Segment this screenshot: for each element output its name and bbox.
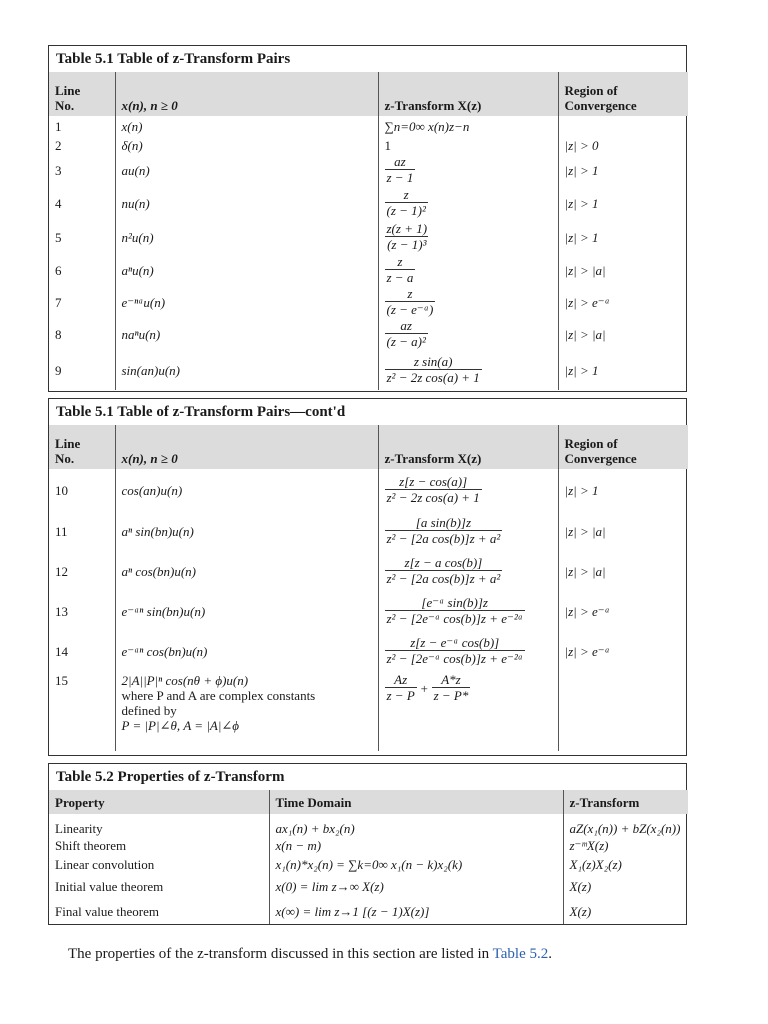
xz-cell: $\frac{\text{z sin(a)}}{\text{z² − 2z cos(a) + 1}}$ <box>378 350 558 390</box>
table-header-row <box>49 72 688 116</box>
property-cell: Linear convolution <box>49 854 269 874</box>
table-row <box>49 671 688 751</box>
table-5-2-link[interactable]: Table 5.2 <box>492 946 549 962</box>
col-header-line: Line No. <box>49 425 115 469</box>
paragraph-end: . <box>548 946 552 962</box>
xn-formula: 2|A||P|ⁿ cos(nθ + ϕ)u(n) <box>121 673 249 688</box>
xn-cell: sin(an)u(n) <box>115 350 378 390</box>
property-cell: Linearity <box>49 814 269 836</box>
line-no: 14 <box>49 631 115 671</box>
line-no: 10 <box>49 469 115 511</box>
roc-cell: |z| > 0 <box>564 137 599 153</box>
xn-note: where P and A are complex constants <box>121 688 316 703</box>
xz-cell: ∑n=0∞ x(n)z−n <box>378 116 558 136</box>
col-header-roc: Region of Convergence <box>558 72 688 116</box>
table-row <box>49 836 688 854</box>
paragraph-text: The properties of the z-transform discussed in this section are listed in <box>68 946 493 962</box>
z-transform-properties-table <box>49 790 688 924</box>
xz-cell: $\frac{z}{\text{(z − 1)²}}$ <box>378 186 558 220</box>
col-header-line: Line No. <box>49 72 115 116</box>
xn-cell: au(n) <box>115 154 378 186</box>
line-no: 8 <box>49 318 115 350</box>
line-no: 6 <box>49 254 115 286</box>
col-header-z-transform: z-Transform <box>563 790 688 814</box>
table-caption: Table 5.1 Table of z-Transform Pairs <box>56 51 291 67</box>
table-caption: Table 5.1 Table of z-Transform Pairs—cont'd <box>56 404 346 420</box>
roc-cell: |z| > 1 <box>564 162 599 178</box>
col-header-xn: x(n), n ≥ 0 <box>115 425 378 469</box>
line-no: 4 <box>49 186 115 220</box>
xz-cell: $\frac{\text{[e⁻ᵃ sin(b)]z}}{\text{z² − [2e⁻ᵃ cos(b)]z + e⁻²ᵃ}}$ <box>378 591 558 631</box>
xn-cell: n²u(n) <box>115 220 378 254</box>
roc-cell: |z| > 1 <box>564 195 599 211</box>
line-no: 13 <box>49 591 115 631</box>
roc-cell: |z| > |a| <box>564 523 606 539</box>
table-header-row <box>49 425 688 469</box>
roc-cell <box>558 671 688 751</box>
roc-cell: |z| > 1 <box>564 229 599 245</box>
xz-cell: $\frac{az}{\text{(z − a)²}}$ <box>378 318 558 350</box>
body-paragraph <box>68 946 552 963</box>
table-row <box>49 350 688 390</box>
time-domain-cell: x₁(n)*x₂(n) = ∑k=0∞ x₁(n − k)x₂(k) <box>269 854 563 874</box>
z-transform-cell: aZ(x₁(n)) + bZ(x₂(n)) <box>569 820 681 836</box>
xn-cell: e⁻ᵃⁿ cos(bn)u(n) <box>115 631 378 671</box>
roc-cell <box>558 116 688 136</box>
line-no: 12 <box>49 551 115 591</box>
line-no: 3 <box>49 154 115 186</box>
table-row <box>49 511 688 551</box>
time-domain-cell: x(0) = lim z→∞ X(z) <box>269 874 563 898</box>
table-row <box>49 551 688 591</box>
roc-cell: |z| > e⁻ᵃ <box>564 294 610 310</box>
table-row <box>49 898 688 924</box>
property-cell: Final value theorem <box>49 898 269 924</box>
roc-cell: |z| > e⁻ᵃ <box>564 643 610 659</box>
roc-cell: |z| > 1 <box>564 362 599 378</box>
xz-cell: $\frac{z}{\text{(z − e⁻ᵃ)}}$ <box>378 286 558 318</box>
table-row <box>49 469 688 511</box>
z-transform-pairs-table <box>49 72 688 390</box>
xn-cell: aⁿ sin(bn)u(n) <box>115 511 378 551</box>
z-transform-cell: X₁(z)X₂(z) <box>569 856 622 872</box>
line-no: 15 <box>49 671 115 751</box>
table-row <box>49 814 688 836</box>
xz-cell: $\frac{z}{z - a}$ <box>378 254 558 286</box>
table-row <box>49 220 688 254</box>
property-cell: Shift theorem <box>49 836 269 854</box>
col-header-time-domain: Time Domain <box>269 790 563 814</box>
table-row <box>49 854 688 874</box>
xn-definition: P = |P|∠θ, A = |A|∠ϕ <box>121 718 240 733</box>
roc-cell: |z| > |a| <box>564 563 606 579</box>
table-row <box>49 631 688 671</box>
roc-cell: |z| > e⁻ᵃ <box>564 603 610 619</box>
line-no: 2 <box>49 136 115 154</box>
xn-note: defined by <box>121 703 177 718</box>
table-row <box>49 116 688 136</box>
z-transform-cell: X(z) <box>569 903 592 919</box>
roc-cell: |z| > |a| <box>564 326 606 342</box>
col-header-xn: x(n), n ≥ 0 <box>115 72 378 116</box>
z-transform-cell: z⁻ᵐX(z) <box>569 837 609 853</box>
xz-cell: $\frac{\text{z[z − a cos(b)]}}{\text{z² − [2a cos(b)]z + a²}}$ <box>378 551 558 591</box>
xz-cell: $\frac{\text{z[z − e⁻ᵃ cos(b)]}}{\text{z² − [2e⁻ᵃ cos(b)]z + e⁻²ᵃ}}$ <box>378 631 558 671</box>
table-row <box>49 874 688 898</box>
property-cell: Initial value theorem <box>49 874 269 898</box>
xz-cell: $\frac{az}{z - 1}$ <box>378 154 558 186</box>
xn-cell: nu(n) <box>115 186 378 220</box>
time-domain-cell: ax₁(n) + bx₂(n) <box>269 814 563 836</box>
time-domain-cell: x(∞) = lim z→1 [(z − 1)X(z)] <box>269 898 563 924</box>
xn-cell: cos(an)u(n) <box>115 469 378 511</box>
xn-cell: δ(n) <box>115 136 378 154</box>
roc-cell: |z| > |a| <box>564 262 606 278</box>
line-no: 9 <box>49 350 115 390</box>
line-no: 11 <box>49 511 115 551</box>
table-caption: Table 5.2 Properties of z-Transform <box>56 769 285 785</box>
line-no: 5 <box>49 220 115 254</box>
col-header-property: Property <box>49 790 269 814</box>
line-no: 7 <box>49 286 115 318</box>
xn-cell: e⁻ᵃⁿ sin(bn)u(n) <box>115 591 378 631</box>
table-row <box>49 254 688 286</box>
z-transform-cell: X(z) <box>569 878 592 894</box>
xn-cell <box>115 671 378 751</box>
z-transform-pairs-table-continued <box>49 425 688 751</box>
xz-cell: $\frac{\text{[a sin(b)]z}}{\text{z² − [2a cos(b)]z + a²}}$ <box>378 511 558 551</box>
roc-cell: |z| > 1 <box>564 482 599 498</box>
xz-cell: $\frac{Az}{z - P}$ + $\frac{A*z}{z - P*}$ <box>378 671 558 751</box>
col-header-roc: Region of Convergence <box>558 425 688 469</box>
xn-cell: e⁻ⁿᵃu(n) <box>115 286 378 318</box>
table-row <box>49 591 688 631</box>
line-no: 1 <box>49 116 115 136</box>
table-row <box>49 136 688 154</box>
xz-cell: $\frac{z[z - \cos(a)]}{\text{z² − 2z cos(a) + 1}}$ <box>378 469 558 511</box>
table-row <box>49 186 688 220</box>
col-header-xz: z-Transform X(z) <box>378 72 558 116</box>
xn-cell: naⁿu(n) <box>115 318 378 350</box>
xn-cell: x(n) <box>115 116 378 136</box>
table-header-row <box>49 790 688 814</box>
table-5-1-continued <box>48 398 687 756</box>
table-row <box>49 286 688 318</box>
table-5-1 <box>48 45 687 392</box>
table-5-2 <box>48 763 687 925</box>
xz-cell: $\frac{z(z + 1)}{\text{(z − 1)³}}$ <box>378 220 558 254</box>
time-domain-cell: x(n − m) <box>269 836 563 854</box>
table-row <box>49 154 688 186</box>
table-row <box>49 318 688 350</box>
xn-cell: aⁿu(n) <box>115 254 378 286</box>
xn-cell: aⁿ cos(bn)u(n) <box>115 551 378 591</box>
xz-cell: 1 <box>378 136 558 154</box>
col-header-xz: z-Transform X(z) <box>378 425 558 469</box>
